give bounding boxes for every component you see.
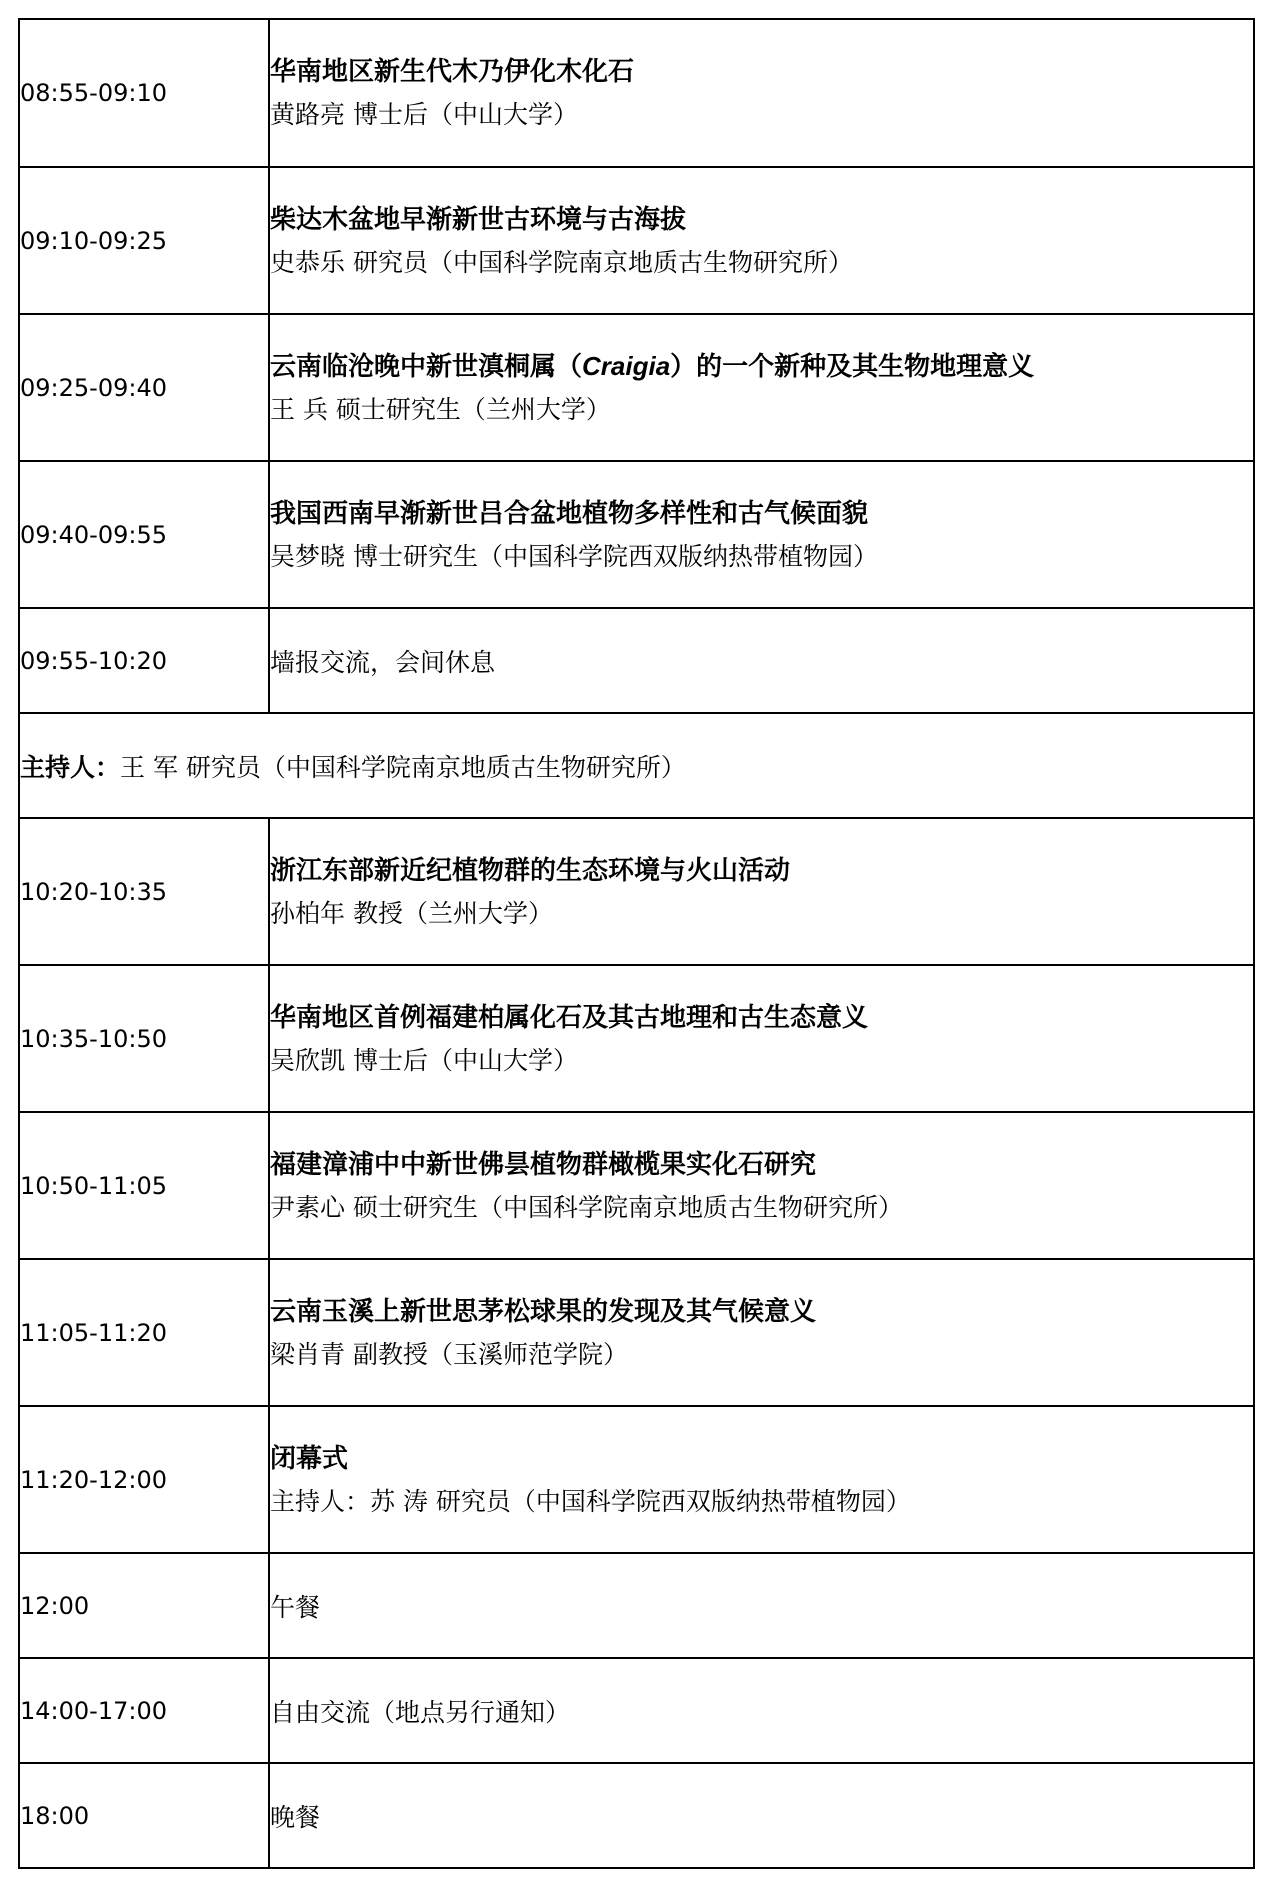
table-row <box>19 1406 1254 1553</box>
talk-title <box>270 344 1253 389</box>
speaker: 孙柏年 教授（兰州大学） <box>270 898 553 928</box>
time-cell: 11:05-11:20 <box>19 1259 269 1406</box>
time-cell: 09:40-09:55 <box>19 461 269 608</box>
speaker: 史恭乐 研究员（中国科学院南京地质古生物研究所） <box>270 247 853 277</box>
schedule-table <box>18 18 1255 1869</box>
title-text: ）的一个新种及其生物地理意义 <box>670 352 1035 382</box>
table-row <box>19 965 1254 1112</box>
table-row <box>19 1112 1254 1259</box>
time-cell: 12:00 <box>19 1553 269 1658</box>
time-cell: 09:25-09:40 <box>19 314 269 461</box>
session-cell <box>269 461 1254 608</box>
speaker: 主持人：苏 涛 研究员（中国科学院西双版纳热带植物园） <box>270 1486 911 1516</box>
time-cell: 09:10-09:25 <box>19 167 269 314</box>
speaker: 梁肖青 副教授（玉溪师范学院） <box>270 1339 628 1369</box>
talk-title: 福建漳浦中中新世佛昙植物群橄榄果实化石研究 <box>270 1149 817 1180</box>
session-cell <box>269 314 1254 461</box>
talk-title: 浙江东部新近纪植物群的生态环境与火山活动 <box>270 855 791 886</box>
talk-title: 华南地区首例福建柏属化石及其古地理和古生态意义 <box>270 1002 869 1033</box>
table-row <box>19 19 1254 167</box>
speaker: 吴梦晓 博士研究生（中国科学院西双版纳热带植物园） <box>270 541 878 571</box>
speaker: 尹素心 硕士研究生（中国科学院南京地质古生物研究所） <box>270 1192 903 1222</box>
table-row <box>19 314 1254 461</box>
speaker: 吴欣凯 博士后（中山大学） <box>270 1045 578 1075</box>
session-cell <box>269 167 1254 314</box>
talk-title: 闭幕式 <box>270 1443 349 1474</box>
chair-row <box>19 713 1254 818</box>
time-cell: 10:20-10:35 <box>19 818 269 965</box>
time-cell: 10:50-11:05 <box>19 1112 269 1259</box>
activity-cell: 自由交流（地点另行通知） <box>269 1658 1254 1763</box>
talk-title: 柴达木盆地早渐新世古环境与古海拔 <box>270 204 687 235</box>
time-cell: 11:20-12:00 <box>19 1406 269 1553</box>
chair-label: 主持人： <box>20 752 121 782</box>
activity-cell: 墙报交流，会间休息 <box>269 608 1254 713</box>
session-cell <box>269 818 1254 965</box>
activity-cell: 午餐 <box>269 1553 1254 1658</box>
session-cell <box>269 1259 1254 1406</box>
time-cell: 14:00-17:00 <box>19 1658 269 1763</box>
talk-title: 华南地区新生代木乃伊化木化石 <box>270 57 635 87</box>
table-row <box>19 608 1254 713</box>
session-cell <box>269 1406 1254 1553</box>
table-row <box>19 1553 1254 1658</box>
speaker: 黄路亮 博士后（中山大学） <box>270 100 578 129</box>
table-row <box>19 167 1254 314</box>
session-cell <box>269 965 1254 1112</box>
table-row <box>19 818 1254 965</box>
time-cell: 08:55-09:10 <box>19 19 269 167</box>
talk-title: 云南玉溪上新世思茅松球果的发现及其气候意义 <box>270 1296 817 1327</box>
session-cell <box>269 1112 1254 1259</box>
chair-cell <box>19 713 1254 818</box>
speaker: 王 兵 硕士研究生（兰州大学） <box>270 395 611 424</box>
talk-title: 我国西南早渐新世吕合盆地植物多样性和古气候面貌 <box>270 498 869 529</box>
time-cell: 09:55-10:20 <box>19 608 269 713</box>
chair-name: 王 军 研究员（中国科学院南京地质古生物研究所） <box>120 752 686 782</box>
title-text: 云南临沧晚中新世滇桐属（ <box>270 352 583 382</box>
session-cell <box>269 19 1254 167</box>
genus-name: Craigia <box>582 351 671 381</box>
table-row <box>19 1763 1254 1868</box>
table-row <box>19 1658 1254 1763</box>
time-cell: 18:00 <box>19 1763 269 1868</box>
table-row <box>19 1259 1254 1406</box>
table-row <box>19 461 1254 608</box>
time-cell: 10:35-10:50 <box>19 965 269 1112</box>
activity-cell: 晚餐 <box>269 1763 1254 1868</box>
